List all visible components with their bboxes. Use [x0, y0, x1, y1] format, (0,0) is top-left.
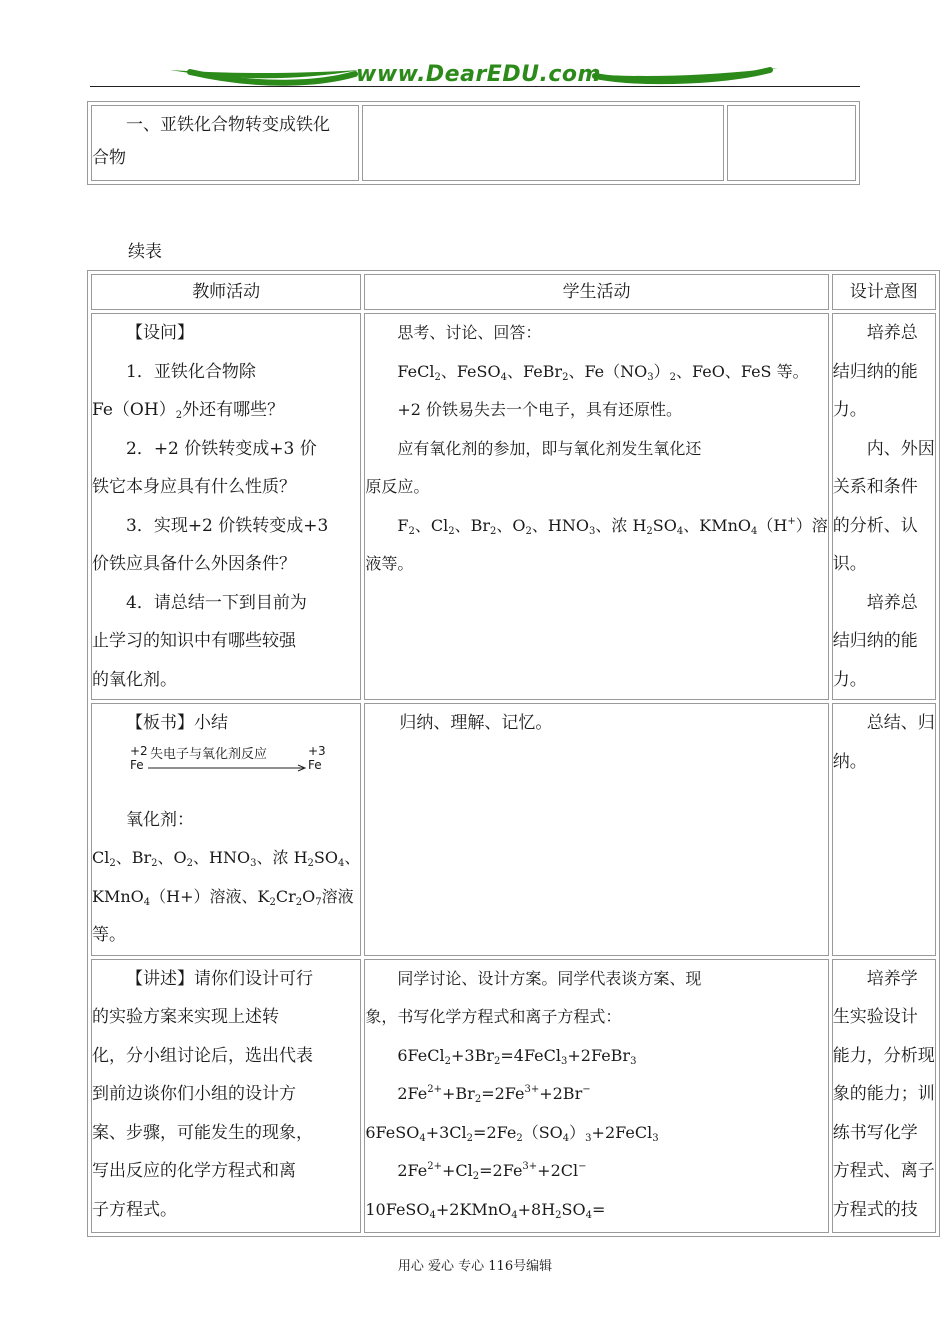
subscript: 3 — [652, 1132, 659, 1144]
subscript: 2 — [493, 1055, 501, 1067]
text-line: 识。 — [832, 554, 867, 574]
text-line: 的氧化剂。 — [92, 669, 177, 690]
header-teacher: 教师活动 — [91, 274, 361, 310]
text-line: 到前边谈你们小组的设计方 — [92, 1084, 296, 1104]
text-line: 归纳、理解、记忆。 — [399, 713, 553, 733]
superscript: 3+ — [524, 1084, 540, 1095]
formula-run: 、O — [157, 848, 187, 867]
text-line: 铁它本身应具有什么性质？ — [92, 477, 296, 497]
text-line: 液等。 — [365, 554, 414, 573]
formula-run: 、Cl — [414, 515, 449, 535]
formula-run: 、 — [344, 848, 361, 867]
text-line: 总结、归 — [866, 713, 935, 733]
subscript: 2 — [466, 1132, 474, 1144]
formula-run: Cr — [275, 886, 296, 906]
formula-run: O — [302, 886, 316, 906]
subscript: 4 — [585, 1209, 592, 1221]
superscript: 2+ — [427, 1161, 442, 1172]
formula-run: 、O — [496, 515, 526, 535]
superscript: − — [582, 1084, 591, 1095]
equation-run: =2Fe — [473, 1122, 517, 1142]
equation-run: （SO — [522, 1122, 563, 1142]
formula-run: 、FeSO — [440, 361, 501, 381]
text-line: 培养学 — [866, 968, 918, 989]
formula-run: SO — [652, 515, 677, 535]
text-line: 力。 — [832, 669, 867, 690]
subscript: 7 — [315, 896, 322, 908]
text-line: 力。 — [832, 400, 867, 420]
subscript: 2 — [408, 525, 415, 537]
superscript: 3+ — [522, 1161, 538, 1172]
subscript: 2 — [269, 896, 276, 908]
text-run: 外还有哪些？ — [182, 400, 285, 420]
row2-student — [364, 703, 828, 956]
formula-run: 、FeBr — [506, 361, 563, 381]
formula-run: FeCl — [397, 361, 435, 381]
equation-run: 2Fe — [397, 1161, 428, 1180]
equation-run: 6FeSO — [365, 1122, 420, 1142]
page-footer: 用心 爱心 专心 116号编辑 — [397, 1259, 553, 1274]
lesson-table — [87, 270, 940, 1237]
formula-run: 、Fe（NO — [568, 361, 648, 381]
left-charge: +2 — [130, 743, 148, 758]
arrow-label: 失电子与氧化剂反应 — [150, 746, 268, 762]
text-line: 写出反应的化学方程式和离 — [92, 1161, 296, 1181]
text-line: 思考、讨论、回答： — [397, 323, 542, 342]
subscript: 2 — [295, 896, 303, 908]
subscript: 4 — [429, 1209, 436, 1221]
equation-run: +2FeBr — [567, 1045, 631, 1065]
text-line: 原反应。 — [365, 477, 430, 496]
formula-run: 、FeO、FeS 等。 — [676, 361, 809, 381]
subscript: 3 — [250, 858, 257, 869]
formula-run: 、HNO — [193, 848, 251, 867]
row1-teacher — [91, 313, 361, 700]
text-line: 止学习的知识中有哪些较强 — [92, 631, 296, 651]
text-line: 象的能力；训 — [832, 1084, 935, 1104]
top-cell-topic — [91, 105, 359, 181]
formula-run: 、浓 H — [595, 515, 647, 535]
equation-run: 10FeSO — [365, 1199, 430, 1219]
text-line: 练书写化学 — [832, 1122, 918, 1143]
subscript: 2 — [555, 1209, 562, 1221]
text-line: 子方程式。 — [92, 1199, 177, 1220]
oxidation-diagram — [92, 745, 360, 791]
text-line: 3．实现+2 价铁转变成+3 — [126, 515, 329, 536]
subscript: 2 — [434, 371, 441, 383]
subscript: 4 — [337, 858, 345, 869]
equation-run: ） — [569, 1122, 586, 1142]
formula-run: （H+）溶液、K — [150, 886, 270, 906]
text-line: 结归纳的能 — [832, 631, 918, 651]
text-line: 1．亚铁化合物除 — [126, 361, 256, 382]
text-line: 【讲述】请你们设计可行 — [126, 968, 313, 989]
formula-run: （H — [757, 515, 788, 535]
equation-run: +Cl — [442, 1161, 473, 1180]
equation-run: +3Br — [450, 1045, 494, 1065]
equation-run: +2Br — [539, 1084, 583, 1103]
equation-run: 6FeCl — [397, 1045, 445, 1065]
subscript: 2 — [109, 858, 116, 869]
subscript: 4 — [500, 371, 507, 383]
row3-student — [364, 959, 828, 1233]
subscript: 2 — [525, 525, 532, 537]
superscript: + — [787, 515, 796, 527]
subscript: 2 — [669, 371, 677, 383]
subscript: 2 — [175, 410, 183, 421]
subscript: 4 — [751, 525, 758, 537]
equation-run: =2Fe — [479, 1161, 523, 1180]
equation-run: +8H — [517, 1199, 556, 1219]
equation-run: = — [591, 1199, 606, 1219]
formula-run: KMnO — [92, 886, 144, 906]
text-run: Fe（OH） — [92, 400, 176, 420]
right-charge: +3 — [308, 743, 326, 758]
formula-run: ） — [653, 361, 670, 381]
formula-run: 、HNO — [531, 515, 589, 535]
header-rule — [90, 86, 860, 87]
equation-run: 2Fe — [397, 1084, 428, 1103]
equation-run: +3Cl — [425, 1122, 467, 1142]
top-cell-empty — [362, 105, 724, 181]
text-line: 象，书写化学方程式和离子方程式： — [365, 1007, 622, 1026]
row2-design — [832, 703, 936, 956]
left-species: Fe — [130, 757, 144, 772]
subscript: 3 — [585, 1132, 592, 1144]
text-line: 的分析、认 — [832, 515, 918, 536]
text-line: 方程式、离子 — [832, 1161, 935, 1181]
subscript: 2 — [562, 371, 569, 383]
row3-teacher — [91, 959, 361, 1233]
subscript: 2 — [646, 525, 653, 537]
equation-run: =2Fe — [481, 1084, 525, 1103]
subscript: 4 — [143, 896, 151, 908]
text-line: 应有氧化剂的参加，即与氧化剂发生氧化还 — [397, 438, 702, 458]
formula-line — [92, 839, 360, 878]
text-line: 内、外因 — [866, 438, 935, 459]
row1-student — [364, 313, 828, 700]
subscript: 3 — [647, 371, 654, 383]
text-line: +2 价铁易失去一个电子，具有还原性。 — [397, 400, 683, 419]
text-line: 培养总 — [866, 323, 918, 343]
subscript: 4 — [419, 1132, 426, 1144]
row2-teacher — [91, 703, 361, 956]
text-line: 等。 — [92, 925, 126, 945]
equation — [365, 1152, 827, 1191]
equation-run: +2KMnO — [435, 1199, 512, 1219]
reaction-arrow — [148, 764, 308, 772]
text-line: 【设问】 — [126, 323, 194, 343]
formula-run: 溶液 — [321, 886, 354, 906]
formula-run: Cl — [92, 848, 110, 867]
formula-line — [365, 507, 827, 546]
subscript: 2 — [516, 1132, 523, 1144]
text-line: 案、步骤，可能发生的现象， — [92, 1122, 313, 1143]
topic-line: 合物 — [92, 147, 126, 168]
superscript: 2+ — [427, 1084, 442, 1095]
subscript: 4 — [511, 1209, 518, 1221]
formula-run: 、Br — [115, 848, 152, 867]
text-line: 2．+2 价铁转变成+3 价 — [126, 438, 317, 459]
text-line: 化，分小组讨论后，选出代表 — [92, 1045, 313, 1066]
continued-label: 续表 — [128, 242, 162, 262]
header-student: 学生活动 — [364, 274, 828, 310]
text-line: 同学讨论、设计方案。同学代表谈方案、现 — [397, 968, 702, 988]
subscript: 2 — [472, 1171, 480, 1182]
text-line — [92, 391, 360, 430]
text-line: 方程式的技 — [832, 1199, 918, 1220]
text-line: 结归纳的能 — [832, 361, 918, 382]
text-line: 价铁应具备什么外因条件？ — [92, 554, 296, 574]
equation-run: =4FeCl — [500, 1045, 561, 1065]
equation — [365, 1191, 827, 1230]
equation — [365, 1114, 827, 1153]
site-logo-text[interactable]: www.DearEDU.com — [356, 62, 601, 87]
subscript: 3 — [561, 1055, 568, 1067]
subscript: 3 — [630, 1055, 637, 1067]
subscript: 4 — [562, 1132, 570, 1144]
formula-run: SO — [313, 848, 338, 867]
text-line: 【板书】小结 — [126, 713, 228, 733]
subscript: 2 — [490, 525, 497, 537]
row1-design — [832, 313, 936, 700]
subscript: 2 — [444, 1055, 451, 1067]
topic-line: 一、亚铁化合物转变成铁化 — [126, 115, 330, 135]
subscript: 4 — [676, 525, 684, 537]
formula-run: 、Br — [454, 515, 491, 535]
subscript: 2 — [474, 1094, 482, 1105]
formula-run: ）溶 — [795, 515, 828, 535]
subscript: 3 — [588, 525, 596, 537]
right-species: Fe — [308, 757, 322, 772]
text-line: 培养总 — [866, 592, 918, 613]
subscript: 2 — [307, 858, 314, 869]
text-line: 氧化剂： — [126, 809, 194, 830]
text-line: 生实验设计 — [832, 1007, 918, 1027]
header-design: 设计意图 — [832, 274, 936, 310]
top-cell-empty — [727, 105, 856, 181]
formula-run: 、KMnO — [683, 515, 751, 535]
text-line: 关系和条件 — [832, 477, 918, 497]
equation-run: +2Cl — [537, 1161, 579, 1180]
equation — [365, 1037, 827, 1076]
formula-run: F — [397, 515, 409, 535]
formula-line — [365, 353, 827, 392]
subscript: 2 — [186, 858, 194, 869]
equation-run: SO — [561, 1199, 586, 1219]
top-table — [87, 101, 860, 185]
row3-design — [832, 959, 936, 1233]
subscript: 2 — [448, 525, 455, 537]
text-line: 能力，分析现 — [832, 1045, 935, 1066]
text-line: 纳。 — [832, 751, 867, 772]
formula-line — [92, 878, 360, 917]
superscript: − — [578, 1161, 587, 1172]
text-line: 4．请总结一下到目前为 — [126, 592, 307, 613]
formula-run: 、浓 H — [256, 848, 308, 867]
text-line: 的实验方案来实现上述转 — [92, 1007, 279, 1027]
equation-run: +2FeCl — [591, 1122, 653, 1142]
equation — [365, 1075, 827, 1114]
subscript: 2 — [151, 858, 158, 869]
equation-run: +Br — [442, 1084, 475, 1103]
